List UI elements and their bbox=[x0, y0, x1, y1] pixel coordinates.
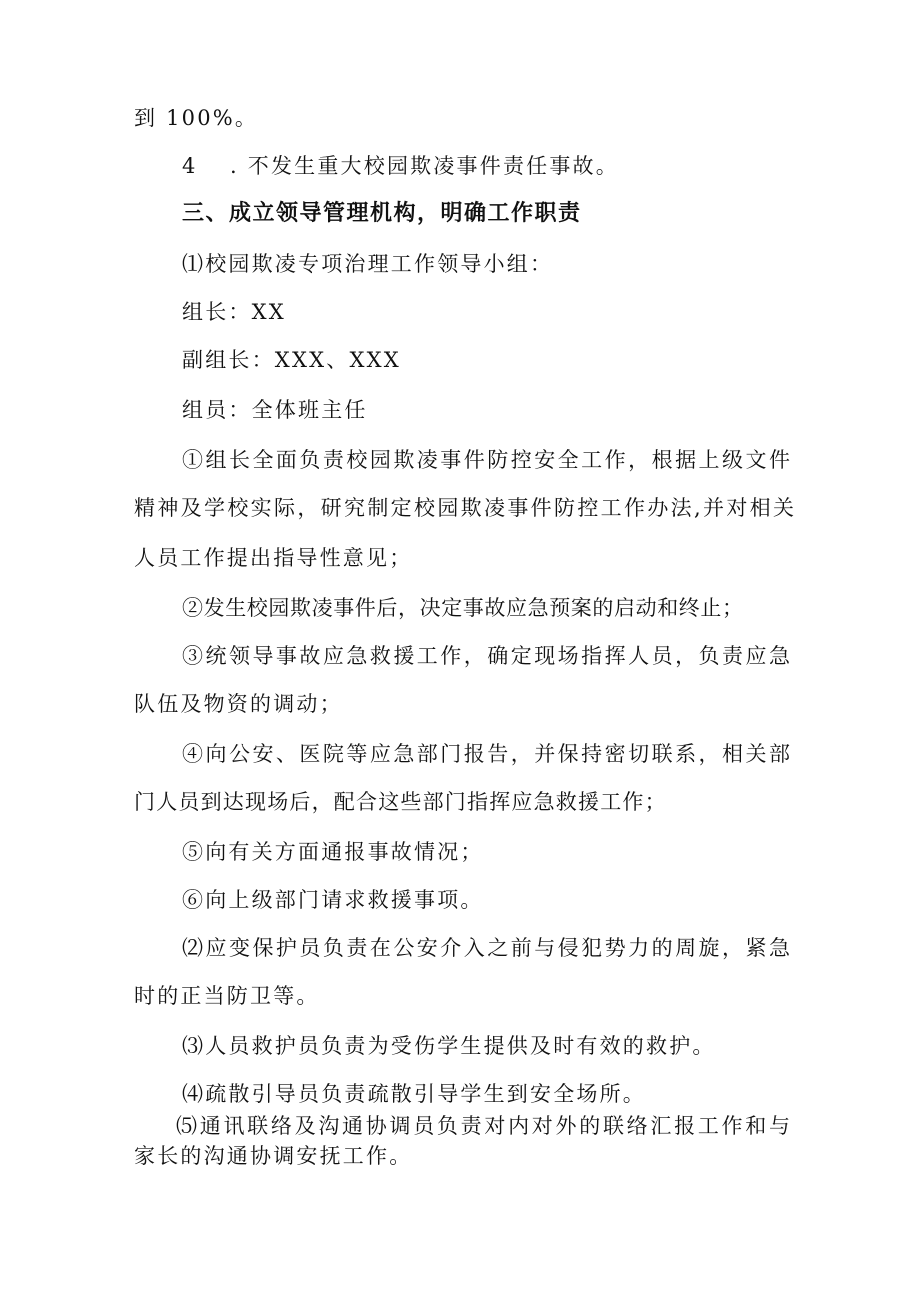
paragraph-1-line-1: ①组长全面负责校园欺凌事件防控安全工作，根据上级文件 bbox=[182, 448, 790, 472]
paragraph-1-line-2: 精神及学校实际，研究制定校园欺凌事件防控工作办法,并对相关 bbox=[134, 496, 794, 520]
paragraph-4-line-1: ④向公安、医院等应急部门报告，并保持密切联系，相关部 bbox=[182, 742, 790, 766]
paragraph-1-line-3: 人员工作提出指导性意见； bbox=[134, 546, 413, 570]
list-item-4 bbox=[182, 152, 619, 180]
group-members: 组员：全体班主任 bbox=[182, 398, 368, 422]
subsection-5-line-2: 家长的沟通协调安抚工作。 bbox=[134, 1144, 413, 1168]
subsection-2-line-1: ⑵应变保护员负责在公安介入之前与侵犯势力的周旋，紧急 bbox=[182, 936, 790, 960]
list-item-text: . 不发生重大校园欺凌事件责任事故。 bbox=[230, 154, 619, 178]
paragraph-4-line-2: 门人员到达现场后，配合这些部门指挥应急救援工作； bbox=[134, 790, 667, 814]
subsection-4: ⑷疏散引导员负责疏散引导学生到安全场所。 bbox=[182, 1082, 646, 1106]
paragraph-6: ⑥向上级部门请求救援事项。 bbox=[182, 888, 484, 912]
list-item-number: 4 bbox=[182, 154, 196, 178]
text-line-continuation: 到 100%。 bbox=[134, 106, 259, 130]
subsection-title-1: ⑴校园欺凌专项治理工作领导小组： bbox=[182, 252, 554, 276]
paragraph-5: ⑤向有关方面通报事故情况； bbox=[182, 840, 484, 864]
paragraph-3-line-1: ③统领导事故应急救援工作，确定现场指挥人员，负责应急 bbox=[182, 644, 790, 668]
paragraph-2: ②发生校园欺凌事件后，决定事故应急预案的启动和终止； bbox=[182, 596, 744, 620]
subsection-2-line-2: 时的正当防卫等。 bbox=[134, 984, 320, 1008]
group-leader: 组长：XX bbox=[182, 300, 286, 324]
paragraph-3-line-2: 队伍及物资的调动； bbox=[134, 692, 343, 716]
deputy-leader: 副组长：XXX、XXX bbox=[182, 348, 401, 372]
subsection-5-line-1: ⑸通讯联络及沟通协调员负责对内对外的联络汇报工作和与 bbox=[176, 1114, 790, 1138]
subsection-3: ⑶人员救护员负责为受伤学生提供及时有效的救护。 bbox=[182, 1034, 716, 1058]
section-heading: 三、成立领导管理机构，明确工作职责 bbox=[182, 201, 582, 226]
